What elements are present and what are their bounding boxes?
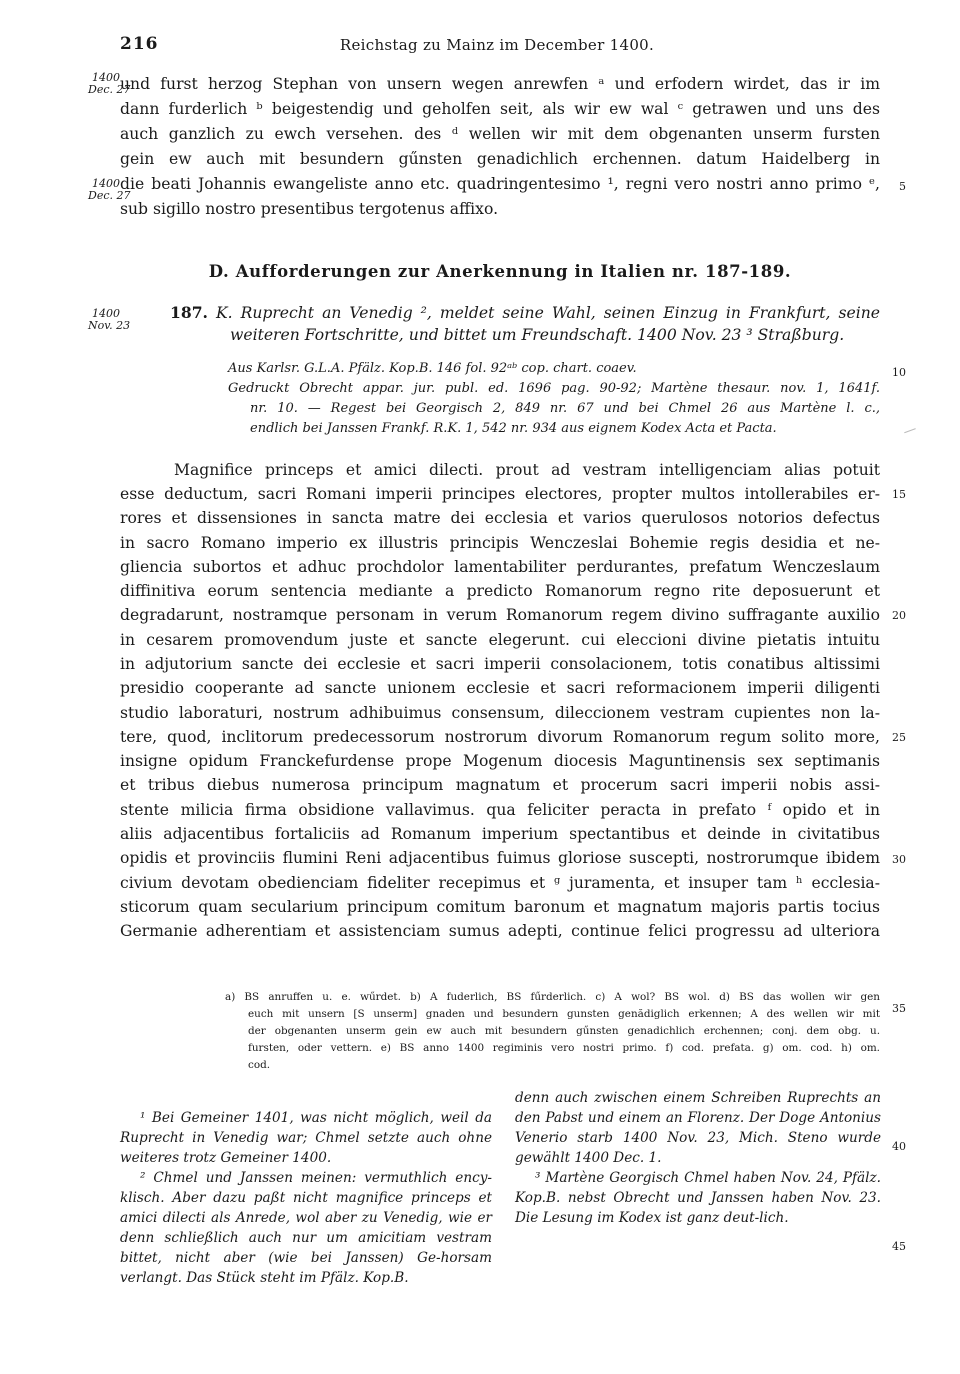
document-number: 187. (170, 303, 208, 322)
section-heading: D. Aufforderungen zur Anerkennung in Italien nr. 187-189. (208, 262, 792, 281)
footnotes-right-column (515, 1088, 881, 1228)
body-text-line: insigne opidum Franckefurdense prope Mogenum diocesis Maguntinensis sex septimanis (120, 752, 880, 770)
line-number: 10 (892, 366, 906, 379)
intro-text-line: dann furderlich ᵇ beigestendig und geholfen seit, als wir ew wal ᶜ getrawen und uns des (120, 100, 880, 118)
running-title: Reichstag zu Mainz im December 1400. (339, 36, 655, 54)
apparatus-note-line: euch mit unsern [S unserm] gnaden und besundern gunsten genădiglich erkennen; A des wellen wir mit (248, 1008, 880, 1020)
body-text-line: studio laboraturi, nostrum adhibuimus consensum, dileccionem vestram cupientes non la- (120, 704, 880, 722)
body-text-line: in sacro Romano imperio ex illustris principis Wenczeslai Bohemie regis desidia et ne- (120, 534, 880, 552)
line-number: 15 (892, 488, 906, 501)
smudge-mark (904, 428, 918, 439)
source-note-line: Aus Karlsr. G.L.A. Pfälz. Kop.B. 146 fol. 92ᵃᵇ cop. chart. coaev. (228, 361, 637, 376)
intro-text-line: auch ganzlich zu ewch versehen. des ᵈ wellen wir mit dem obgenanten unserm fursten (120, 125, 880, 143)
source-note-line: nr. 10. — Regest bei Georgisch 2, 849 nr. 67 und bei Chmel 26 aus Martène l. c., (250, 401, 880, 416)
apparatus-note-line: a) BS anruffen u. e. wűrdet. b) A fuderlich, BS fűrderlich. c) A wol? BS wol. d) BS das wollen wir gen (225, 991, 880, 1003)
body-text-line: in adjutorium sancte dei ecclesie et sacri imperii consolacionem, totis conatibus altissimi (120, 655, 880, 673)
body-text-line: tere, quod, inclitorum predecessorum nostrorum divorum Romanorum regum solito more, (120, 728, 880, 746)
margin-date-note: 1400 Dec. 27 (88, 177, 131, 202)
document-title (170, 302, 880, 324)
page-number: 216 (120, 34, 159, 54)
intro-text-line: gein ew auch mit besundern gűnsten genadichlich erchennen. datum Haidelberg in (120, 150, 880, 168)
body-text-line: Magnifice princeps et amici dilecti. prout ad vestram intelligenciam alias potuit (174, 461, 880, 479)
document-title-line: K. Ruprecht an Venedig ², meldet seine Wahl, seinen Einzug in Frankfurt, seine (215, 304, 880, 322)
intro-text-line: die beati Johannis ewangeliste anno etc. quadringentesimo ¹, regni vero nostri anno primo ᵉ, (120, 175, 880, 193)
body-text-line: opidis et provinciis flumini Reni adjacentibus fuimus gloriose suscepti, nostrorumque ibidem (120, 849, 880, 867)
intro-text-line: und furst herzog Stephan von unsern wegen anrewfen ᵃ und erfodern wirdet, das ir im (120, 75, 880, 93)
footnote-continuation: denn auch zwischen einem Schreiben Ruprechts an den Pabst und einem an Florenz. Der Doge Antonius Venerio starb 1400 Nov. 23, Mich. Steno wurde gewählt 1400 Dec. 1. (515, 1090, 881, 1166)
line-number: 35 (892, 1002, 906, 1015)
body-text-line: esse deductum, sacri Romani imperii principes electores, propter multos intollerabiles er- (120, 485, 880, 503)
apparatus-note-line: cod. (248, 1059, 271, 1071)
footnote: ¹ Bei Gemeiner 1401, was nicht möglich, weil da Ruprecht in Venedig war; Chmel setzte auch ohne weiteres trotz Gemeiner 1400. (120, 1110, 492, 1166)
line-number: 40 (892, 1140, 906, 1153)
source-note-line: Gedruckt Obrecht appar. jur. publ. ed. 1696 pag. 90-92; Martène thesaur. nov. 1, 1641f. (228, 381, 880, 396)
document-title-line: weiteren Fortschritte, und bittet um Freundschaft. 1400 Nov. 23 ³ Straßburg. (230, 326, 845, 344)
line-number: 45 (892, 1240, 906, 1253)
body-text-line: Germanie adherentiam et assistenciam sumus adepti, continue felici progressu ad ulteriora (120, 922, 880, 940)
line-number: 5 (899, 180, 906, 193)
footnote: ² Chmel und Janssen meinen: vermuthlich ency-klisch. Aber dazu paßt nicht magnifice princeps et amici dilecti als Anrede, wol aber zu Venedig, wie er denn schließlich auch nur um amicitiam vestram bittet, nicht aber (wie bei Janssen) Ge-horsam verlangt. Das Stück steht im Pfälz. Kop.B. (120, 1170, 492, 1286)
body-text-line: stente milicia firma obsidione vallavimus. qua feliciter peracta in prefato ᶠ opido et in (120, 801, 880, 819)
body-text-line: in cesarem promovendum juste et sancte elegerunt. cui eleccioni divine pietatis intuitu (120, 631, 880, 649)
body-text-line: degradarunt, nostramque personam in verum Romanorum regem divino suffragante auxilio (120, 606, 880, 624)
footnotes-left-column (120, 1108, 492, 1288)
margin-date-note: 1400 Dec. 27 (88, 71, 131, 96)
line-number: 25 (892, 731, 906, 744)
body-text-line: gliencia subortos et adhuc prochdolor lamentabiliter perdurantes, prefatum Wenczeslaum (120, 558, 880, 576)
apparatus-note-line: fursten, oder vettern. e) BS anno 1400 regiminis vero nostri primo. f) cod. prefata. g) om. cod. h) om. (248, 1042, 880, 1054)
body-text-line: civium devotam obedienciam fideliter recepimus et ᵍ juramenta, et insuper tam ʰ ecclesia- (120, 874, 880, 892)
source-note-line: endlich bei Janssen Frankf. R.K. 1, 542 nr. 934 aus eignem Kodex Acta et Pacta. (250, 421, 777, 436)
footnote: ³ Martène Georgisch Chmel haben Nov. 24, Pfälz. Kop.B. nebst Obrecht und Janssen haben Nov. 23. Die Lesung im Kodex ist ganz deut-lich. (515, 1170, 881, 1226)
margin-date-note: 1400 Nov. 23 (88, 307, 131, 332)
line-number: 30 (892, 853, 906, 866)
body-text-line: sticorum quam secularium principum comitum baronum et magnatum majoris partis tocius (120, 898, 880, 916)
apparatus-note-line: der obgenanten unserm gein ew auch mit besundern gűnsten genadichlich erchennen; conj. dem obg. u. (248, 1025, 880, 1037)
body-text-line: presidio cooperante ad sancte unionem ecclesie et sacri reformacionem imperii diligenti (120, 679, 880, 697)
body-text-line: et tribus diebus numerosa principum magnatum et procerum sacri imperii nobis assi- (120, 776, 880, 794)
body-text-line: aliis adjacentibus fortaliciis ad Romanum imperium spectantibus et deinde in civitatibus (120, 825, 880, 843)
line-number: 20 (892, 609, 906, 622)
page-header (120, 34, 874, 60)
body-text-line: diffinitiva eorum sentencia mediante a predicto Romanorum regno rite deposuerunt et (120, 582, 880, 600)
intro-text-line: sub sigillo nostro presentibus tergotenus affixo. (120, 200, 499, 218)
body-text-line: rores et dissensiones in sancta matre dei ecclesia et varios querulosos notorios defectus (120, 509, 880, 527)
